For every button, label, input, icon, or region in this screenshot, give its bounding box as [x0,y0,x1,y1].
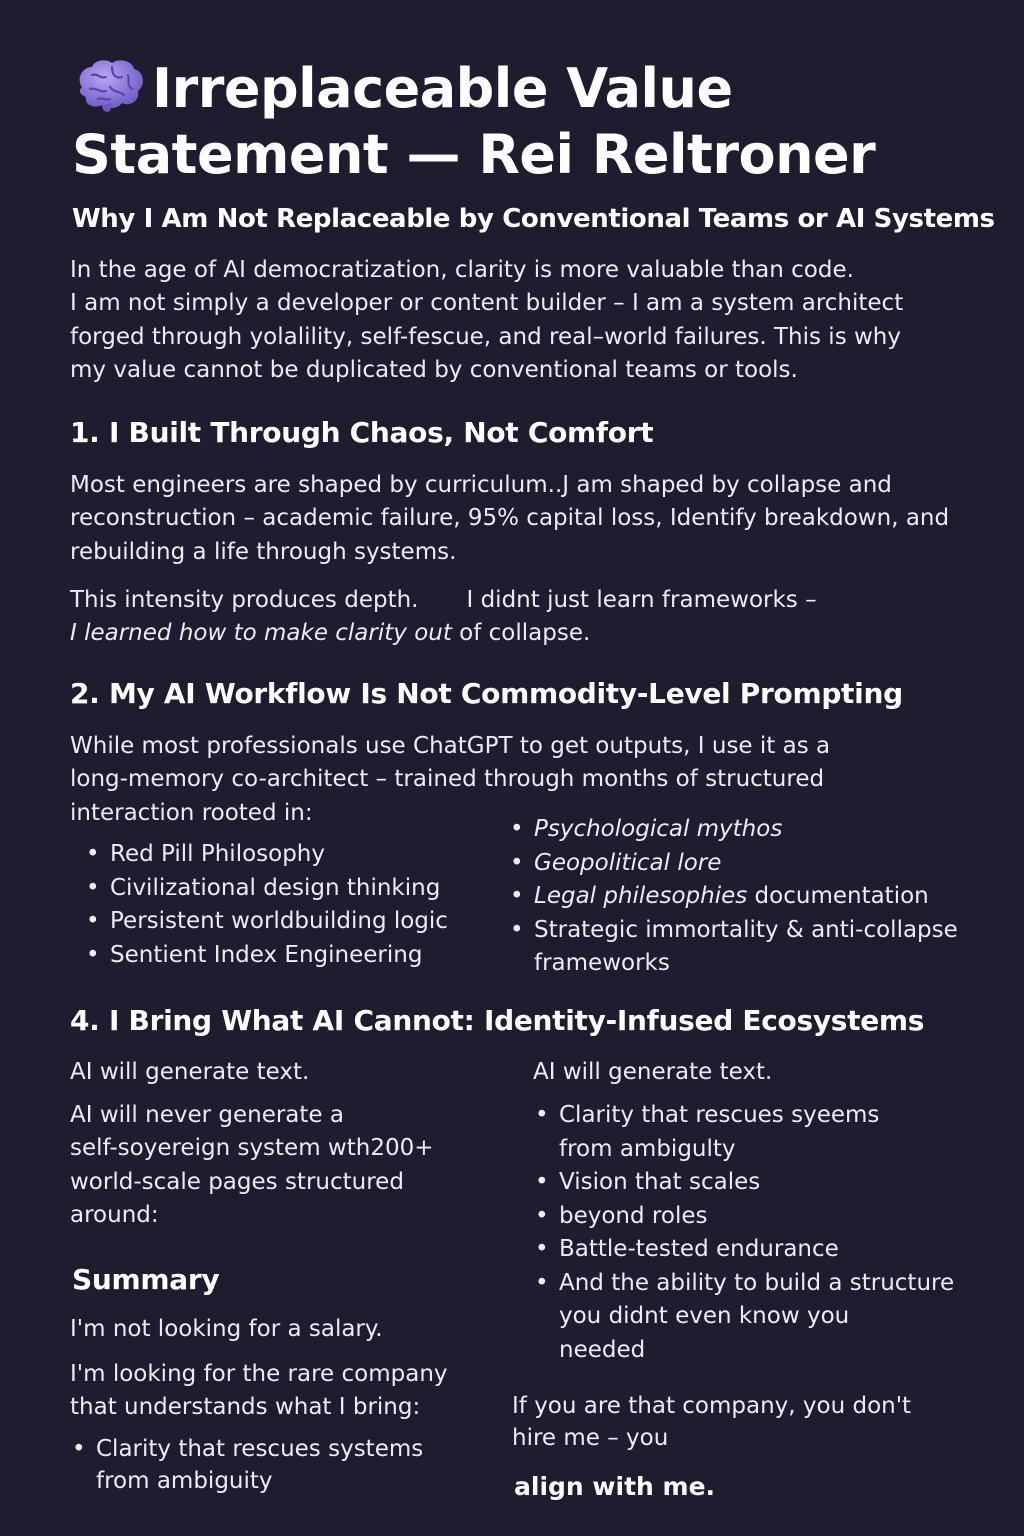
list-item: • Legal philesophies documentation [508,880,1008,914]
section-2-right-list [508,813,1008,981]
list-item: • Battle-tested endurance [533,1233,1013,1267]
intro-line: forged through yolalility, self-fescue, and real–world failures. This is why [70,323,901,350]
page-title [72,56,1002,188]
page-title-line-1 [72,56,1002,122]
closing-line: hire me – you [512,1425,669,1451]
list-item: • Persistent worldbuilding logic [72,905,502,939]
list-item: • beyond roles [533,1200,1013,1234]
subtitle: Why I Am Not Replaceable by Conventional Teams or AI Systems [72,204,995,234]
closing-bold-text: align with me. [514,1472,716,1501]
intro-line: In the age of AI democratization, clarity is more valuable than code. [70,257,854,283]
section-1-frameworks-text: I didnt just learn frameworks – [466,587,817,613]
section-1-line: reconstruction – academic failure, 95% capital loss, Identify breakdown, and [70,505,950,532]
section-4-line: around: [70,1201,159,1228]
section-1-end-text: of collapse. [459,620,591,647]
closing-line: If you are that company, you don't [512,1393,912,1419]
section-2-heading: 2. My AI Workflow Is Not Commodity-Level Prompting [70,677,903,710]
summary-line: I'm looking for the rare company [70,1361,448,1387]
section-2-left-list [72,838,502,972]
section-4-right-list [533,1099,1013,1367]
list-item: • Civilizational design thinking [72,872,502,906]
list-item: • Geopolitical lore [508,847,1008,881]
intro-line: my value cannot be duplicated by conventional teams or tools. [70,356,798,383]
summary-list [70,1433,500,1497]
closing-paragraph [512,1390,1012,1454]
list-item: • Clarity that rescues syeems from ambigulty [533,1099,1013,1166]
list-item: • Vision that scales [533,1166,1013,1200]
section-4-line: world-scale pages structured [70,1168,404,1195]
list-item: • Clarity that rescues systems from ambiguity [70,1433,500,1497]
section-1-line: Most engineers are shaped by curriculum..J am shaped by collapse and [70,472,892,498]
brain-icon [72,57,146,113]
list-item: • Red Pill Philosophy [72,838,502,872]
summary-text-1: I'm not looking for a salary. [70,1316,383,1342]
summary-paragraph-2 [70,1358,500,1425]
section-2-line: interaction rooted in: [70,799,313,826]
page-title-text-1: Irreplaceable Value [152,57,733,120]
list-item: • Strategic immortality & anti-collapse frameworks [508,914,1008,981]
intro-line: I am not simply a developer or content builder – I am a system architect [70,290,904,317]
page-title-text-2: Statement — Rei Reltroner [72,123,876,186]
section-4-left-text-1: AI will generate text. [70,1059,310,1085]
section-4-line: AI will never generate a [70,1102,344,1128]
section-2-line: While most professionals use ChatGPT to get outputs, I use it as a [70,733,831,759]
summary-line: that understands what I bring: [70,1394,421,1421]
section-2-line: long-memory co-architect – trained through months of structured [70,766,825,793]
section-4-heading: 4. I Bring What AI Cannot: Identity-Infused Ecosystems [70,1004,925,1037]
summary-heading: Summary [72,1263,220,1296]
list-item: • Psychological mythos [508,813,1008,847]
section-4-line: self-soyereign system wth200+ [70,1135,434,1162]
section-1-paragraph-2 [70,584,1010,651]
section-1-depth-text: This intensity produces depth. [70,587,419,613]
section-1-paragraph-1 [70,469,1020,569]
section-4-left-paragraph [70,1099,500,1232]
list-item: • Sentient Index Engineering [72,939,502,973]
intro-paragraph [70,254,1010,387]
section-1-italic-text: I learned how to make clarity out [70,620,452,647]
section-1-heading: 1. I Built Through Chaos, Not Comfort [70,416,654,449]
list-item: • And the ability to build a structure you didnt even know you needed [533,1267,1013,1368]
section-1-line: rebuilding a life through systems. [70,538,457,565]
section-4-right-text-1: AI will generate text. [533,1059,773,1085]
